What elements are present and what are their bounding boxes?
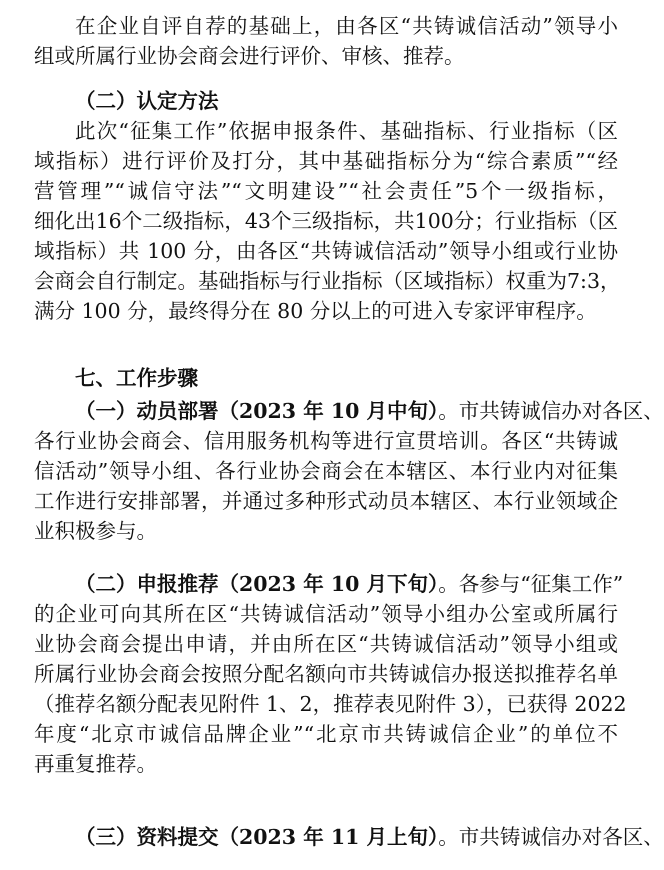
text-line: 各行业协会商会、信用服务机构等进行宣贯培训。各区“共铸诚	[34, 429, 618, 453]
heading-work-steps: 七、工作步骤	[75, 366, 198, 390]
text-line: 信活动”领导小组、各行业协会商会在本辖区、本行业内对征集	[34, 459, 618, 483]
text-line: 域指标）进行评价及打分，其中基础指标分为“综合素质”“经	[34, 149, 618, 173]
paragraph-step-3	[34, 822, 664, 852]
text-line: （推荐名额分配表见附件 1、2，推荐表见附件 3），已获得 2022	[34, 692, 627, 716]
step-3-title: （三）资料提交（2023 年 11 月上旬）	[75, 825, 439, 849]
step-1-title: （一）动员部署（2023 年 10 月中旬）	[75, 399, 439, 423]
step-1-text: 。市共铸诚信办对各区、	[438, 399, 664, 423]
text-line: 细化出16个二级指标，43个三级指标，共100分；行业指标（区	[34, 209, 618, 233]
text-line: 此次“征集工作”依据申报条件、基础指标、行业指标（区	[75, 119, 618, 143]
text-line: 业积极参与。	[34, 519, 157, 543]
text-line: 会商会自行制定。基础指标与行业指标（区域指标）权重为7:3，	[34, 269, 621, 293]
text-line	[34, 822, 664, 852]
text-line: 业协会商会提出申请，并由所在区“共铸诚信活动”领导小组或	[34, 632, 618, 656]
paragraph-step-2	[34, 569, 627, 779]
step-2-text: 。各参与“征集工作”	[438, 572, 624, 596]
text-line: 所属行业协会商会按照分配名额向市共铸诚信办报送拟推荐名单	[34, 662, 618, 686]
text-line: 工作进行安排部署，并通过多种形式动员本辖区、本行业领域企	[34, 489, 618, 513]
paragraph-step-1	[34, 396, 664, 546]
text-line	[34, 569, 624, 599]
paragraph-evaluation	[34, 11, 618, 71]
text-line: 的企业可向其所在区“共铸诚信活动”领导小组办公室或所属行	[34, 602, 618, 626]
paragraph-method	[34, 116, 621, 326]
step-2-title: （二）申报推荐（2023 年 10 月下旬）	[75, 572, 439, 596]
text-line: 满分 100 分，最终得分在 80 分以上的可进入专家评审程序。	[34, 299, 597, 323]
step-3-text: 。市共铸诚信办对各区、	[438, 825, 664, 849]
text-line: 域指标）共 100 分，由各区“共铸诚信活动”领导小组或行业协	[34, 239, 618, 263]
document-page	[34, 0, 664, 870]
text-line	[34, 396, 664, 426]
text-line: 在企业自评自荐的基础上，由各区“共铸诚信活动”领导小	[75, 14, 618, 38]
heading-method: （二）认定方法	[75, 89, 219, 113]
text-line: 组或所属行业协会商会进行评价、审核、推荐。	[34, 44, 465, 68]
text-line: 营管理”“诚信守法”“文明建设”“社会责任”5个一级指标，	[34, 179, 618, 203]
text-line: 年度“北京市诚信品牌企业”“北京市共铸诚信企业”的单位不	[34, 722, 618, 746]
text-line: 再重复推荐。	[34, 752, 157, 776]
